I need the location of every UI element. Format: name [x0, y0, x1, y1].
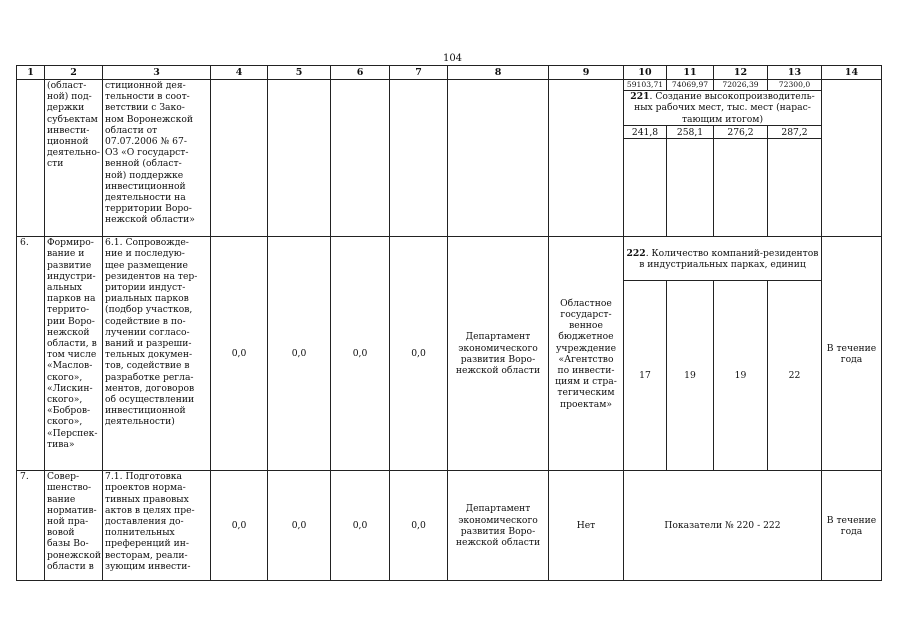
indicator-title: [624, 237, 822, 281]
cell-deadline: В течение года: [822, 471, 882, 581]
cell-activity: 7.1. Подготовка проектов норма- тивных правовых актов в целях пре- доставления до- полнительных преференций ин- весторам, реали- зующим инвести-: [103, 471, 211, 581]
indicator-value: 258,1: [667, 126, 714, 139]
indicator-value: 241,8: [624, 126, 667, 139]
header-cell: 7: [390, 66, 448, 80]
indicator-title: [624, 91, 822, 126]
cell-budget-5: 0,0: [268, 471, 331, 581]
indicator-value-blank: [714, 139, 768, 237]
cell-budget-5: [268, 80, 331, 237]
cell-budget-4: [211, 80, 268, 237]
cell-budget-4: 0,0: [211, 237, 268, 471]
indicator-value: 287,2: [768, 126, 822, 139]
indicator-number: 221: [630, 91, 650, 103]
indicator-value: 22: [768, 281, 822, 471]
cell-executor: [549, 80, 624, 237]
header-cell: 11: [667, 66, 714, 80]
cell-num: [17, 80, 45, 237]
header-cell: 13: [768, 66, 822, 80]
cell-responsible: Департамент экономического развития Воро- нежской области: [448, 237, 549, 471]
cell-event-name: Формиро- вание и развитие индустри- альных парков на террито- рии Воро- нежской области, в том числе «Маслов- ского», «Лискин- ского», «Бобров- ского», «Перспек- тива»: [45, 237, 103, 471]
cell-budget-7: 0,0: [390, 471, 448, 581]
cell-responsible: [448, 80, 549, 237]
indicator-text: . Создание высокопроизводитель-ных рабочих мест, тыс. мест (нарас-тающим итогом): [634, 91, 815, 125]
header-row: [17, 66, 882, 80]
page-number: 104: [442, 53, 463, 64]
header-cell: 4: [211, 66, 268, 80]
prev-value-cell: 59103,71: [624, 80, 667, 91]
cell-budget-4: 0,0: [211, 471, 268, 581]
cell-num: 7.: [17, 471, 45, 581]
indicator-value-blank: [667, 139, 714, 237]
header-cell: 5: [268, 66, 331, 80]
indicator-text: . Количество компаний-резидентов в индустриальных парках, единиц: [639, 247, 819, 270]
cell-responsible: Департамент экономического развития Воро- нежской области: [448, 471, 549, 581]
cell-activity: 6.1. Сопровожде- ние и последую- щее размещение резидентов на тер- ритории индуст- риальных парков (подбор участков, содействие в по- лучении согласо- ваний и разреши- тельных докумен- тов, содействие в разработке регла- ментов, договоров об осуществлении инвестиционной деятельности): [103, 237, 211, 471]
cell-budget-6: 0,0: [331, 237, 390, 471]
cell-activity: стиционной дея- тельности в соот- ветствии с Зако- ном Воронежской области от 07.07.2006 № 67- ОЗ «О государст- венной (област- ной) поддержке инвестиционной деятельности на территории Воро- нежской области»: [103, 80, 211, 237]
prev-value-cell: 74069,97: [667, 80, 714, 91]
indicator-number: 222: [626, 247, 646, 259]
header-cell: 8: [448, 66, 549, 80]
cell-budget-5: 0,0: [268, 237, 331, 471]
header-cell: 12: [714, 66, 768, 80]
cell-deadline: В течение года: [822, 237, 882, 471]
program-table: [16, 65, 882, 581]
indicator-reference: Показатели № 220 - 222: [624, 471, 822, 581]
cell-executor: Областное государст- венное бюджетное учреждение «Агентство по инвести- циям и стра- тегическим проектам»: [549, 237, 624, 471]
cell-event-name: (област- ной) под- держки субъектам инвести- ционной деятельно- сти: [45, 80, 103, 237]
indicator-value-blank: [768, 139, 822, 237]
cell-num: 6.: [17, 237, 45, 471]
header-cell: 6: [331, 66, 390, 80]
cell-budget-7: 0,0: [390, 237, 448, 471]
table-row-continued: [17, 80, 882, 91]
indicator-value-blank: [624, 139, 667, 237]
cell-budget-7: [390, 80, 448, 237]
header-cell: 3: [103, 66, 211, 80]
cell-event-name: Совер- шенство- вание норматив- ной пра- вовой базы Во- ронежской области в: [45, 471, 103, 581]
prev-value-cell: 72026,39: [714, 80, 768, 91]
header-cell: 14: [822, 66, 882, 80]
cell-budget-6: [331, 80, 390, 237]
indicator-value: 17: [624, 281, 667, 471]
cell-deadline: [822, 80, 882, 237]
header-cell: 2: [45, 66, 103, 80]
cell-executor: Нет: [549, 471, 624, 581]
header-cell: 10: [624, 66, 667, 80]
table-row-6: [17, 237, 882, 281]
indicator-value: 19: [714, 281, 768, 471]
indicator-value: 19: [667, 281, 714, 471]
header-cell: 1: [17, 66, 45, 80]
prev-value-cell: 72300,0: [768, 80, 822, 91]
indicator-value: 276,2: [714, 126, 768, 139]
cell-budget-6: 0,0: [331, 471, 390, 581]
table-row-7: [17, 471, 882, 581]
header-cell: 9: [549, 66, 624, 80]
